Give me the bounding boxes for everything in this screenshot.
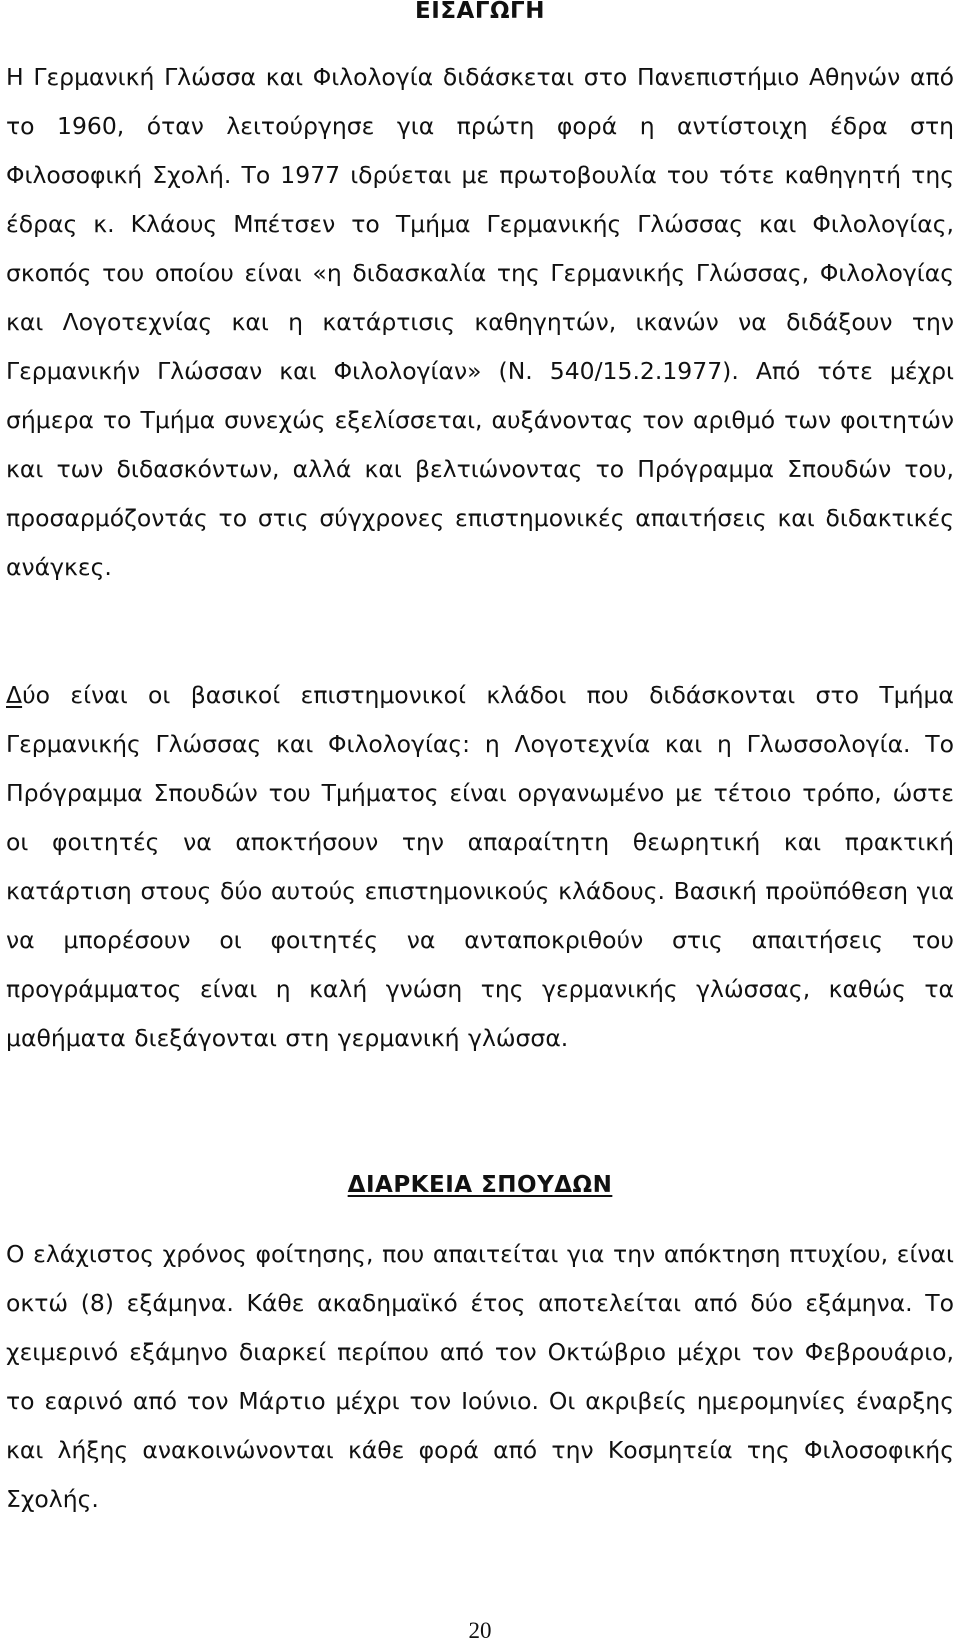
page-number: 20 — [468, 1618, 492, 1643]
intro-heading: ΕΙΣΑΓΩΓΗ — [415, 0, 545, 24]
paragraph-initial-letter: Δ — [6, 681, 23, 709]
study-duration-paragraph: Ο ελάχιστος χρόνος φοίτησης, που απαιτείται για την απόκτηση πτυχίου, είναι οκτώ (8) εξάμηνα. Κάθε ακαδημαϊκό έτος αποτελείται από δύο εξάμηνα. Το χειμερινό εξάμηνο διαρκεί περίπου από τον Οκτώβριο μέχρι τον Φεβρουάριο, το εαρινό από τον Μάρτιο μέχρι τον Ιούνιο. Οι ακριβείς ημερομηνίες έναρξης και λήξης ανακοινώνονται κάθε φορά από την Κοσμητεία της Φιλοσοφικής Σχολής. — [6, 1240, 954, 1513]
paragraph-body: ύο είναι οι βασικοί επιστημονικοί κλάδοι που διδάσκονται στο Τμήμα Γερμανικής Γλώσσας και Φιλολογίας: η Λογοτεχνία και η Γλωσσολογία. Το Πρόγραμμα Σπουδών του Τμήματος είναι οργανωμένο με τέτοιο τρόπο, ώστε οι φοιτητές να αποκτήσουν την απαραίτητη θεωρητική και πρακτική κατάρτιση στους δύο αυτούς επιστημονικούς κλάδους. Βασική προϋπόθεση για να μπορέσουν οι φοιτητές να ανταποκριθούν στις απαιτήσεις του προγράμματος είναι η καλή γνώση της γερμανικής γλώσσας, καθώς τα μαθήματα διεξάγονται στη γερμανική γλώσσα. — [6, 681, 954, 1052]
intro-paragraph-branches — [6, 671, 954, 1063]
intro-paragraph-history: Η Γερμανική Γλώσσα και Φιλολογία διδάσκεται στο Πανεπιστήμιο Αθηνών από το 1960, όταν λειτούργησε για πρώτη φορά η αντίστοιχη έδρα στη Φιλοσοφική Σχολή. Το 1977 ιδρύεται με πρωτοβουλία του τότε καθηγητή της έδρας κ. Κλάους Μπέτσεν το Τμήμα Γερμανικής Γλώσσας και Φιλολογίας, σκοπός του οποίου είναι «η διδασκαλία της Γερμανικής Γλώσσας, Φιλολογίας και Λογοτεχνίας και η κατάρτισις καθηγητών, ικανών να διδάξουν την Γερμανικήν Γλώσσαν και Φιλολογίαν» (Ν. 540/15.2.1977). Από τότε μέχρι σήμερα το Τμήμα συνεχώς εξελίσσεται, αυξάνοντας τον αριθμό των φοιτητών και των διδασκόντων, αλλά και βελτιώνοντας το Πρόγραμμα Σπουδών του, προσαρμόζοντάς το στις σύγχρονες επιστημονικές απαιτήσεις και διδακτικές ανάγκες. — [6, 63, 954, 581]
study-duration-heading: ΔΙΑΡΚΕΙΑ ΣΠΟΥΔΩΝ — [347, 1172, 613, 1198]
